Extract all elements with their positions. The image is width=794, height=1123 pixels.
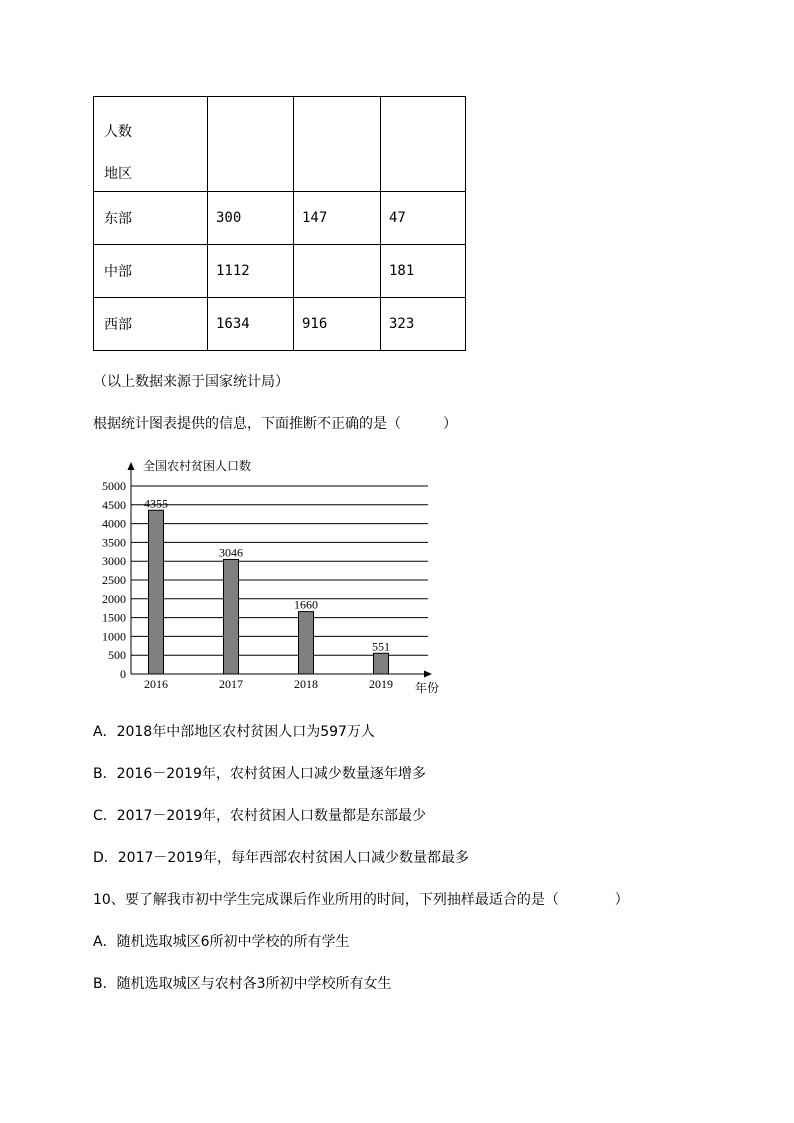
y-tick-label: 5000 [102, 479, 126, 493]
table-cell: 47 [381, 192, 466, 245]
bar-2016 [149, 510, 164, 674]
question-10-stem: 10、要了解我市初中学生完成课后作业所用的时间，下列抽样最适合的是（ ） [93, 892, 629, 908]
y-tick-label: 1000 [102, 629, 126, 644]
table-cell: 181 [381, 245, 466, 298]
table-cell [294, 245, 381, 298]
x-axis-label: 年份 [415, 681, 440, 695]
x-tick-label: 2017 [219, 677, 243, 691]
table-header-cell [381, 97, 466, 192]
bar-2017 [224, 559, 239, 674]
row-label: 中部 [94, 245, 208, 298]
x-axis-arrow-icon [424, 671, 432, 678]
y-tick-label: 2500 [102, 573, 126, 587]
table-cell: 300 [208, 192, 294, 245]
table-header-people: 人数 [104, 124, 132, 140]
region-population-table [93, 96, 466, 351]
x-tick-label: 2018 [294, 677, 318, 691]
option-d: D．2017－2019年，每年西部农村贫困人口减少数量都最多 [93, 850, 470, 866]
question-10-option-b: B．随机选取城区与农村各3所初中学校所有女生 [93, 976, 392, 992]
row-label: 东部 [94, 192, 208, 245]
bar-2018 [299, 612, 314, 674]
table-corner-header [94, 97, 208, 192]
table-cell: 916 [294, 298, 381, 351]
bar-2019 [374, 653, 389, 674]
data-label: 551 [372, 639, 390, 654]
data-label: 3046 [219, 545, 243, 560]
poverty-bar-chart [90, 450, 450, 700]
chart-bars [144, 496, 393, 691]
row-label: 西部 [94, 298, 208, 351]
x-tick-label: 2016 [144, 677, 168, 691]
table-row [94, 192, 466, 245]
y-tick-label: 4500 [102, 497, 126, 512]
y-tick-label: 4000 [102, 516, 126, 531]
y-axis-arrow-icon [128, 462, 135, 470]
table-cell: 1112 [208, 245, 294, 298]
option-c: C．2017－2019年，农村贫困人口数量都是东部最少 [93, 808, 427, 824]
x-tick-label: 2019 [369, 677, 393, 691]
data-label: 1660 [294, 597, 318, 612]
option-b: B．2016－2019年，农村贫困人口减少数量逐年增多 [93, 766, 426, 782]
table-header-cell [208, 97, 294, 192]
y-tick-label: 1500 [102, 610, 126, 625]
option-a: A．2018年中部地区农村贫困人口为597万人 [93, 724, 375, 740]
chart-title: 全国农村贫困人口数 [143, 459, 252, 473]
table-row [94, 245, 466, 298]
y-tick-label: 3000 [102, 554, 126, 569]
table-cell: 1634 [208, 298, 294, 351]
y-tick-label: 0 [120, 667, 126, 681]
y-tick-label: 500 [108, 648, 126, 663]
question-prompt: 根据统计图表提供的信息，下面推断不正确的是（ ） [93, 416, 457, 432]
table-cell: 323 [381, 298, 466, 351]
question-10-option-a: A．随机选取城区6所初中学校的所有学生 [93, 934, 350, 950]
data-label: 4355 [144, 496, 168, 511]
y-tick-label: 2000 [102, 591, 126, 606]
table-header-region: 地区 [104, 166, 132, 182]
table-row [94, 298, 466, 351]
y-tick-label: 3500 [102, 535, 126, 550]
table-cell: 147 [294, 192, 381, 245]
table-header-cell [294, 97, 381, 192]
source-note: （以上数据来源于国家统计局） [93, 374, 289, 390]
